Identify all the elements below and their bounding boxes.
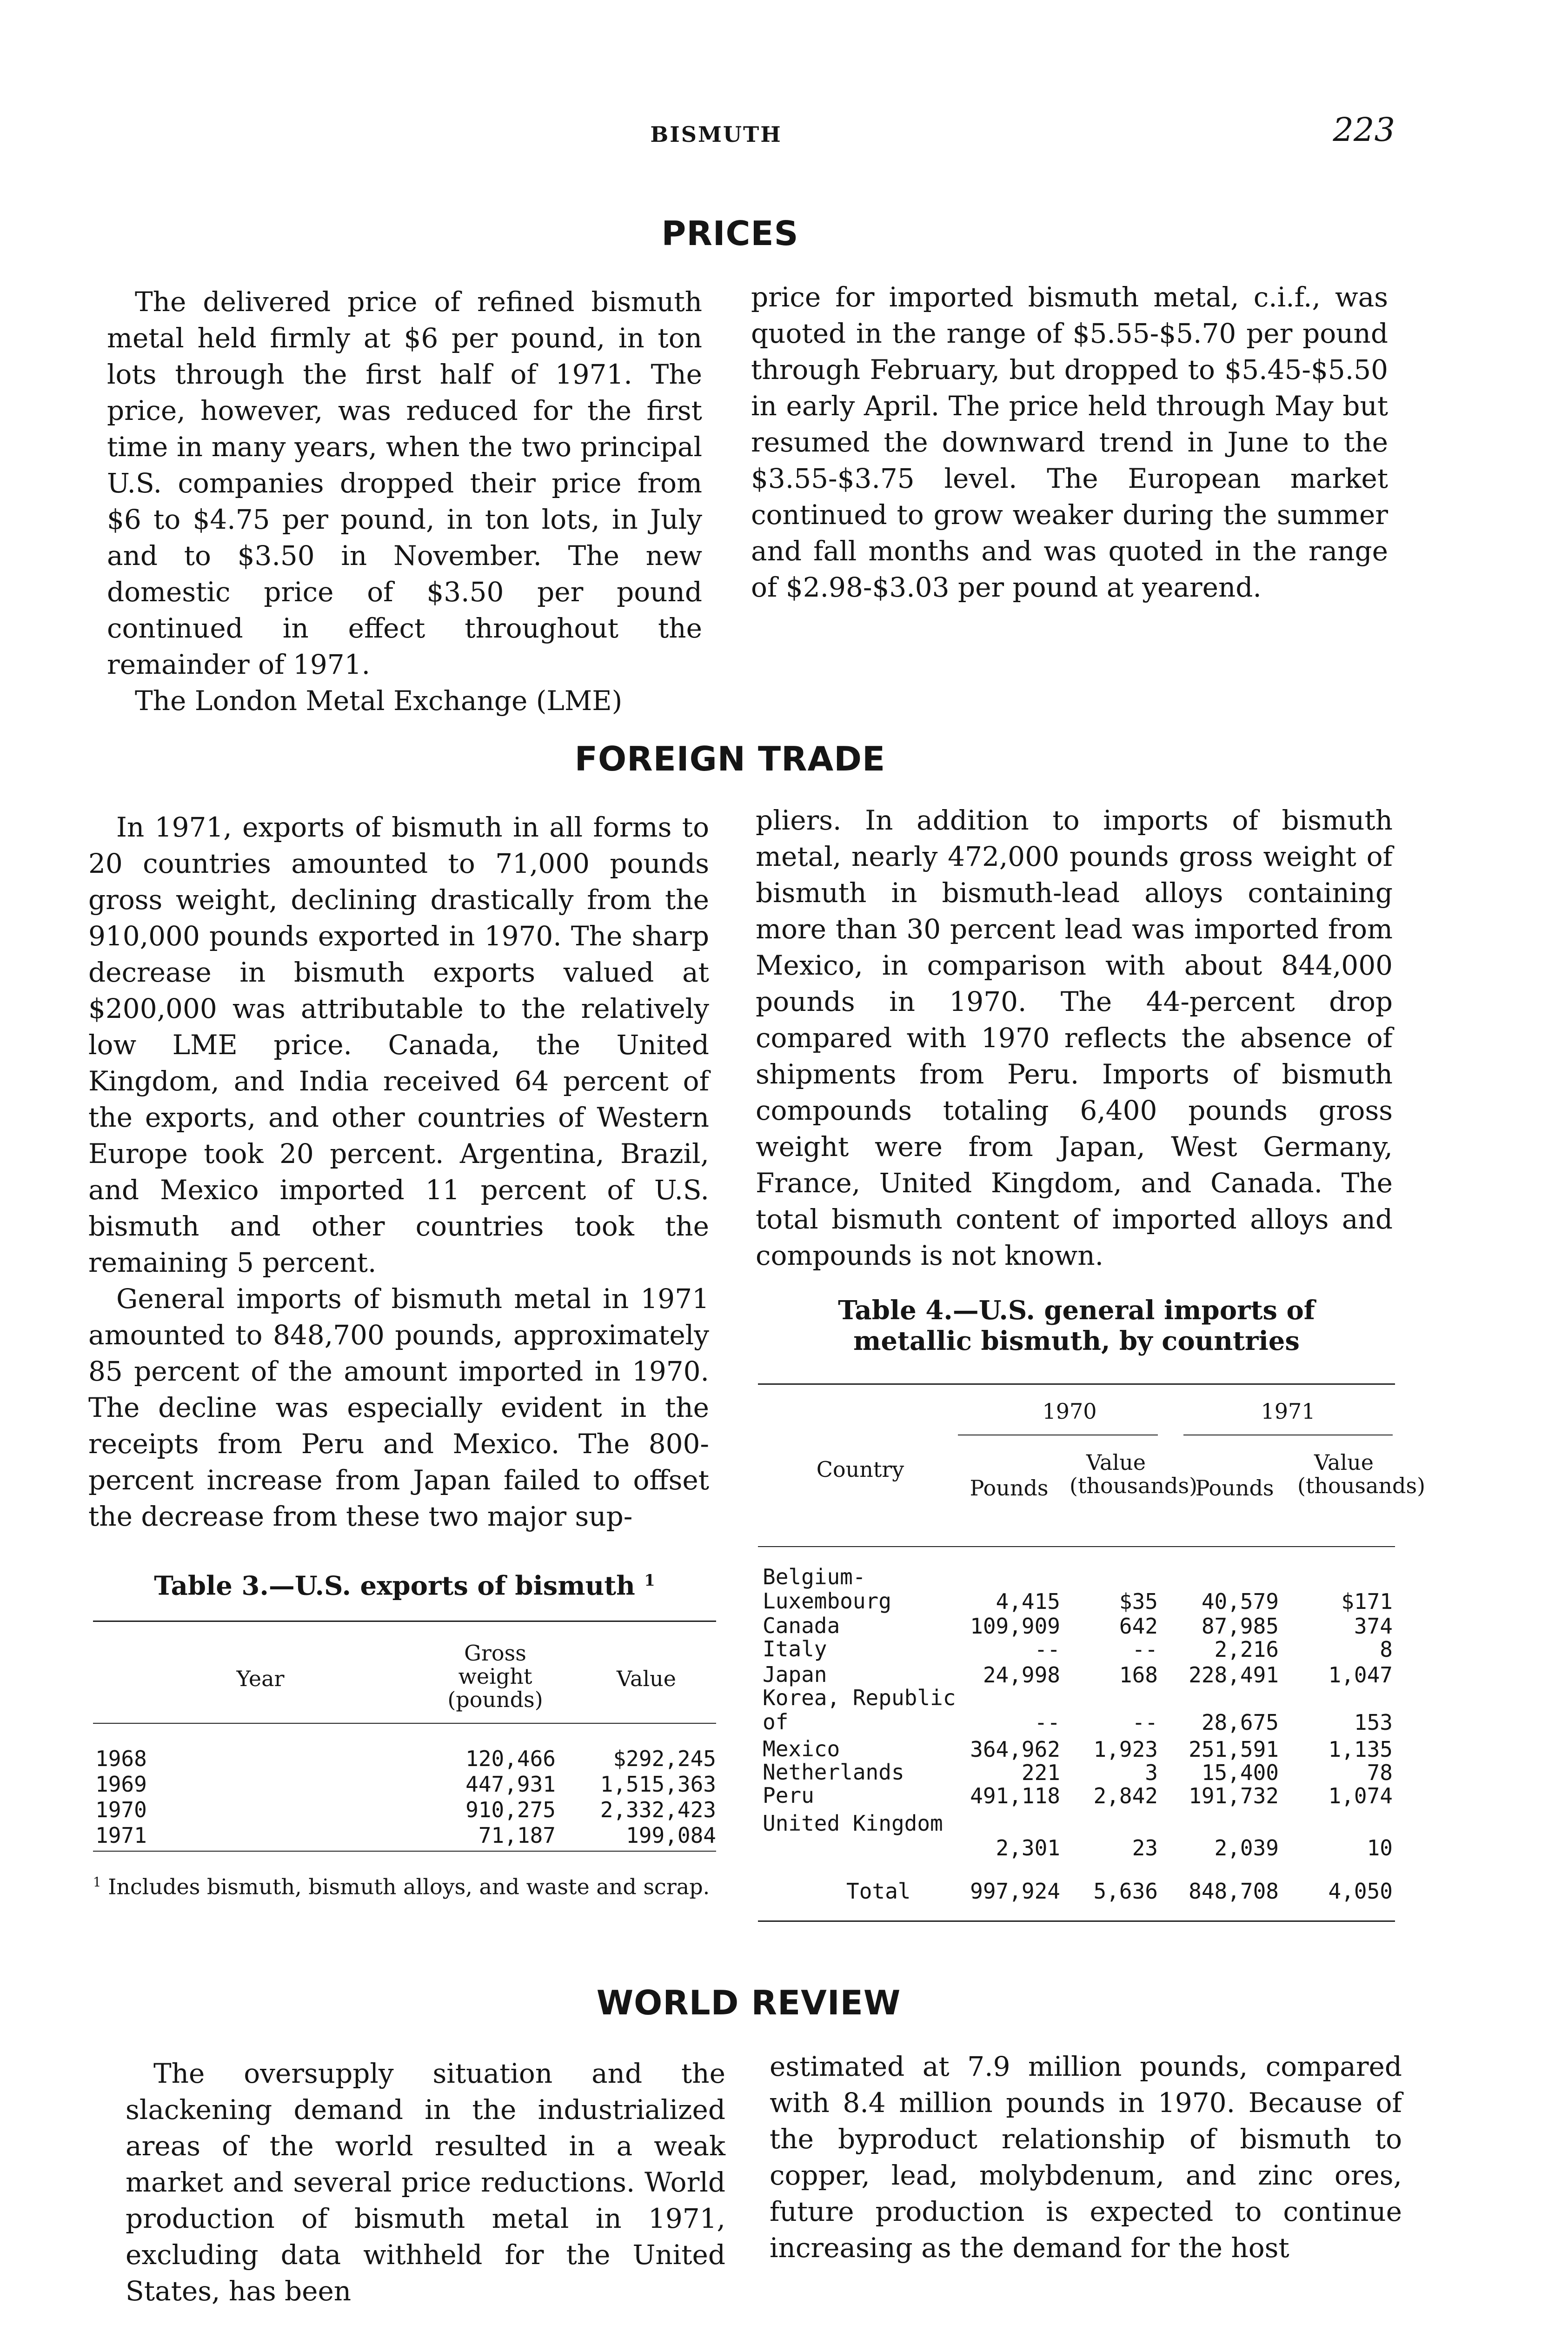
prices-paragraph-1: The delivered price of refined bismuth metal held firmly at $6 per pound, in ton lots through the first half of 1971. The price, however, was reduced for the first time in many years, when the two principal U.S. companies dropped their price from $6 to $4.75 per pound, in ton lots, in July and to $3.50 in November. The new domestic price of $3.50 per pound continued in effect throughout the remainder of 1971. [107, 286, 702, 680]
table3-row-gross: 910,275 [465, 1797, 556, 1822]
table3-row-gross: 447,931 [465, 1772, 556, 1797]
prices-heading: PRICES [661, 214, 799, 253]
world-review-heading: WORLD REVIEW [596, 1983, 901, 2022]
table4-total-p1970: 997,924 [970, 1879, 1060, 1904]
foreign-trade-paragraph-1: In 1971, exports of bismuth in all forms to 20 countries amounted to 71,000 pounds gross weight, declining drastically from the 910,000 pounds exported in 1970. The sharp decrease in bismuth exports valued at $200,000 was attributable to the relatively low LME price. Canada, the United Kingdom, and India received 64 percent of the exports, and other countries of Western Europe took 20 percent. Argentina, Brazil, and Mexico imported 11 percent of U.S. bismuth and other countries took the remaining 5 percent. [88, 811, 709, 1278]
table4-row-country: Canada [763, 1613, 840, 1638]
table3-col-value: Value [617, 1666, 676, 1691]
table4-row-v1970: $35 [1119, 1589, 1158, 1614]
world-review-paragraph-1-continued: estimated at 7.9 million pounds, compared with 8.4 million pounds in 1970. Because of the byproduct relationship of bismuth to copper, lead, molybdenum, and zinc ores, future production is expected to continue increasing as the demand for the host [770, 2051, 1402, 2264]
table3-caption [93, 1565, 716, 1601]
table3-row-gross: 71,187 [478, 1823, 556, 1848]
prices-paragraph-2: The London Metal Exchange (LME) [135, 685, 623, 717]
table4-row-p1971: 2,216 [1214, 1637, 1279, 1662]
table3-col-gross: Gross weight (pounds) [447, 1641, 543, 1712]
table4-row-p1970: -- [1034, 1710, 1060, 1735]
table3-row-value: 199,084 [626, 1823, 716, 1848]
foreign-trade-paragraph-2-continued: pliers. In addition to imports of bismuth metal, nearly 472,000 pounds gross weight of bismuth in bismuth-lead alloys containing more than 30 percent lead was imported from Mexico, in comparison with about 844,000 pounds in 1970. The 44-percent drop compared with 1970 reflects the absence of shipments from Peru. Imports of bismuth compounds totaling 6,400 pounds gross weight were from Japan, West Germany, France, United Kingdom, and Canada. The total bismuth content of imported alloys and compounds is not known. [756, 804, 1393, 1271]
table4-col-pounds-1970: Pounds [970, 1475, 1049, 1501]
table4-bottom-rule [758, 1920, 1395, 1922]
table4-row-p1971: 251,591 [1189, 1737, 1279, 1762]
table4-row-country: Italy [763, 1636, 827, 1661]
table3-row-gross: 120,466 [465, 1746, 556, 1771]
table4-row-country: Peru [763, 1783, 814, 1808]
table4-row-p1970: 4,415 [996, 1589, 1060, 1614]
table4-row-p1971: 15,400 [1201, 1760, 1279, 1785]
table4-row-v1971: 1,135 [1328, 1737, 1393, 1762]
table4-row-v1971: 1,074 [1328, 1783, 1393, 1808]
table4-row-p1971: 28,675 [1201, 1710, 1279, 1735]
table3-header-rule [93, 1723, 716, 1724]
table4-row-v1970: 2,842 [1093, 1783, 1158, 1808]
table4-row-v1970: 168 [1119, 1662, 1158, 1687]
table3-footnote-mark: 1 [93, 1874, 101, 1890]
table4-row-p1971: 191,732 [1189, 1783, 1279, 1808]
table4-total-label: Total [846, 1879, 911, 1904]
table4-top-rule [758, 1383, 1395, 1385]
foreign-trade-heading: FOREIGN TRADE [574, 739, 886, 778]
table4-row-p1970: 491,118 [970, 1783, 1060, 1808]
table4-row-v1971: 374 [1354, 1614, 1393, 1639]
table4-row-p1971: 40,579 [1201, 1589, 1279, 1614]
table4-row-v1971: $171 [1341, 1589, 1393, 1614]
table4-row-p1970: 364,962 [970, 1737, 1060, 1762]
table3-row-value: 2,332,423 [600, 1797, 716, 1822]
table4-col-value-1971: Value (thousands) [1297, 1450, 1426, 1498]
table4-row-v1971: 78 [1367, 1760, 1393, 1785]
table4-row-country: Netherlands [763, 1760, 904, 1785]
table4-row-country: Mexico [763, 1736, 840, 1761]
world-review-left-column [126, 2055, 725, 2309]
table4-row-country: United Kingdom [763, 1811, 943, 1836]
table4-row-v1970: 1,923 [1093, 1737, 1158, 1762]
table4-row-v1971: 10 [1367, 1835, 1393, 1860]
table3-col-year: Year [236, 1666, 285, 1691]
foreign-trade-paragraph-2: General imports of bismuth metal in 1971 amounted to 848,700 pounds, approximately 85 percent of the amount imported in 1970. The decline was especially evident in the receipts from Peru and Mexico. The 800-percent increase from Japan failed to offset the decrease from these two major sup- [88, 1283, 709, 1532]
table4-row-v1970: 3 [1145, 1760, 1158, 1785]
table4-row-country: Belgium- Luxembourg [763, 1564, 891, 1614]
prices-left-column [107, 284, 702, 719]
table4-year-1970: 1970 [1042, 1399, 1097, 1424]
table4-total-p1971: 848,708 [1189, 1879, 1279, 1904]
table4-row-p1971: 228,491 [1189, 1662, 1279, 1687]
table4-row-v1971: 153 [1354, 1710, 1393, 1735]
table3-row-year: 1968 [95, 1746, 147, 1771]
table3-row-year: 1970 [95, 1797, 147, 1822]
table4-row-v1970: -- [1132, 1637, 1158, 1662]
table3-bottom-rule [93, 1851, 716, 1852]
table4-row-p1970: 221 [1021, 1760, 1060, 1785]
table3-caption-footnote-mark: 1 [644, 1571, 655, 1589]
table4-row-p1971: 87,985 [1201, 1614, 1279, 1639]
table4-row-p1971: 2,039 [1214, 1835, 1279, 1860]
foreign-trade-left-column [88, 809, 709, 1534]
table4-col-pounds-1971: Pounds [1195, 1475, 1274, 1501]
prices-right-column [751, 279, 1388, 605]
table4-row-v1971: 8 [1380, 1637, 1393, 1662]
table4-caption-line1: Table 4.—U.S. general imports of [838, 1295, 1315, 1326]
table4-row-v1970: 642 [1119, 1614, 1158, 1639]
table3-row-year: 1971 [95, 1823, 147, 1848]
prices-paragraph-2-continued: price for imported bismuth metal, c.i.f., was quoted in the range of $5.55-$5.70 per pound through February, but dropped to $5.45-$5.50 in early April. The price held through May but resumed the downward trend in June to the $3.55-$3.75 level. The European market continued to grow weaker during the summer and fall months and was quoted in the range of $2.98-$3.03 per pound at yearend. [751, 281, 1388, 603]
table4-row-p1970: 109,909 [970, 1614, 1060, 1639]
table4-col-country: Country [816, 1457, 904, 1482]
table3-top-rule [93, 1621, 716, 1622]
table3-footnote-text: Includes bismuth, bismuth alloys, and waste and scrap. [108, 1874, 710, 1900]
world-review-right-column [770, 2048, 1402, 2266]
table4-header-rule [758, 1546, 1395, 1547]
table4-row-v1970: 23 [1132, 1835, 1158, 1860]
table4-row-v1970: -- [1132, 1710, 1158, 1735]
table4-row-v1971: 1,047 [1328, 1662, 1393, 1687]
table3-row-value: 1,515,363 [600, 1772, 716, 1797]
table4-row-p1970: 2,301 [996, 1835, 1060, 1860]
table4-year-1971: 1971 [1261, 1399, 1316, 1424]
table3-footnote [93, 1869, 716, 1900]
table3-row-value: $292,245 [613, 1746, 716, 1771]
world-review-paragraph-1: The oversupply situation and the slackening demand in the industrialized areas of the world resulted in a weak market and several price reductions. World production of bismuth metal in 1971, excluding data withheld for the United States, has been [126, 2058, 725, 2307]
table3-row-year: 1969 [95, 1772, 147, 1797]
page-number: 223 [1333, 111, 1395, 149]
table4-col-value-1970: Value (thousands) [1070, 1450, 1198, 1498]
table4-total-v1971: 4,050 [1328, 1879, 1393, 1904]
foreign-trade-right-column [756, 802, 1393, 1274]
table4-total-v1970: 5,636 [1093, 1879, 1158, 1904]
table4-row-p1970: -- [1034, 1637, 1060, 1662]
running-title: BISMUTH [650, 122, 782, 147]
table4-caption [758, 1295, 1395, 1356]
table4-row-country: Korea, Republic of [763, 1685, 956, 1734]
table4-caption-line2: metallic bismuth, by countries [853, 1326, 1300, 1356]
table3-caption-text: Table 3.—U.S. exports of bismuth [154, 1570, 635, 1601]
table4-row-country: Japan [763, 1662, 827, 1687]
table4-row-p1970: 24,998 [983, 1662, 1060, 1687]
